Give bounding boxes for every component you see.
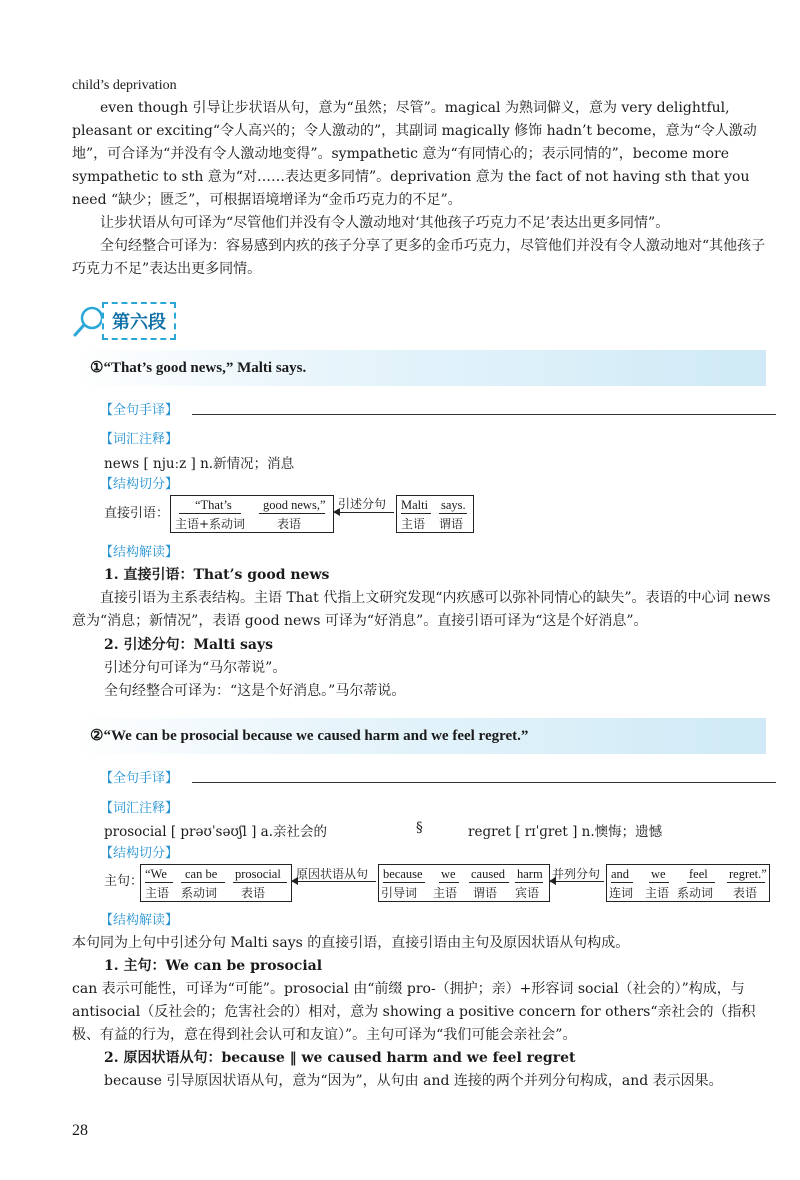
arrow-label: 并列分句: [552, 867, 601, 881]
vocab-label: 【词汇注释】: [100, 801, 179, 816]
box-word: says.: [441, 498, 466, 512]
box-role: 引导词: [381, 886, 418, 900]
vocab-entry: prosocial [ prəʊˈsəʊʃl ] a.亲社会的: [104, 824, 328, 840]
translation-blank-line: [192, 782, 776, 783]
structure-box: [170, 495, 334, 533]
analysis-text: because 引导原因状语从句，意为“因为”，从句由 and 连接的两个并列分句构成，and 表示因果。: [104, 1073, 723, 1089]
box-role: 主语: [145, 886, 170, 900]
box-role: 表语: [241, 886, 266, 900]
structure-label: 【结构切分】: [100, 477, 179, 492]
sentence-banner: [72, 718, 766, 754]
analysis-head: 2. 引述分句：Malti says: [104, 637, 274, 653]
main-clause-label: 主句：: [104, 874, 144, 889]
word-underline: [259, 513, 325, 514]
analysis-head: 1. 主句：We can be prosocial: [104, 958, 323, 974]
box-role: 系动词: [677, 886, 714, 900]
full-translation: 全句经整合可译为：“这是个好消息。”马尔蒂说。: [104, 683, 406, 699]
arrow-label: 原因状语从句: [296, 867, 369, 881]
full-translation: 全句经整合可译为：容易感到内疚的孩子分享了更多的金币巧克力，尽管他们并没有令人激动地对“其他孩子巧克力不足”表达出更多同情。: [72, 238, 766, 277]
analysis-text: 引述分句可译为“马尔蒂说”。: [104, 660, 287, 676]
box-role: 主语: [433, 886, 458, 900]
sentence-text: ①“That’s good news,” Malti says.: [90, 360, 307, 376]
word-underline: [179, 513, 241, 514]
box-word: caused: [471, 867, 506, 881]
analysis-head: 2. 原因状语从句：because ‖ we caused harm and we feel regret: [104, 1050, 576, 1066]
page-number: 28: [72, 1122, 88, 1139]
box-role: 主语+系动词: [175, 517, 246, 531]
box-word: good news,”: [263, 498, 326, 512]
word-underline: [727, 882, 765, 883]
translate-label: 【全句手译】: [100, 403, 179, 418]
arrow: [334, 512, 394, 513]
box-role: 连词: [609, 886, 634, 900]
clause-translation: 让步状语从句可译为“尽管他们并没有令人激动地对‘其他孩子巧克力不足’表达出更多同情”。: [100, 215, 670, 231]
translation-blank-line: [192, 414, 776, 415]
word-underline: [439, 513, 467, 514]
vocab-separator: §: [416, 820, 423, 836]
section-title: 第六段: [102, 302, 176, 340]
structure-label: 【结构切分】: [100, 846, 179, 861]
word-underline: [145, 882, 173, 883]
vocab-entry: regret [ rɪˈɡret ] n.懊悔；遗憾: [468, 824, 663, 840]
box-word: “That’s: [195, 498, 232, 512]
explanation-paragraph: even though 引导让步状语从句，意为“虽然；尽管”。magical 为熟词僻义，意为 very delightful, pleasant or exciting“令人高兴的；令人激动的”，其副词 magically 修饰 hadn’t become，意为“令人激动地”，可合译为“并没有令人激动地变得”。sympathetic 意为“有同情心的；表示同情的”，become more sympathetic to sth 意为“对……表达更多同情”。deprivation 意为 the fact of not having sth that you need “缺少；匮乏”，可根据语境增译为“金币巧克力的不足”。: [72, 100, 757, 208]
translate-label: 【全句手译】: [100, 771, 179, 786]
analysis-intro: 本句同为上句中引述分句 Malti says 的直接引语，直接引语由主句及原因状语从句构成。: [72, 935, 630, 951]
analysis-text: can 表示可能性，可译为“可能”。prosocial 由“前缀 pro-（拥护；亲）+形容词 social（社会的）”构成，与 antisocial（反社会的；危害社会的）相对，意为 showing a positive concern for others“亲社会的（指积极、有益的行为，意在得到社会认可和友谊）”。主句可译为“我们可能会亲社会”。: [72, 981, 756, 1043]
word-underline: [649, 882, 669, 883]
word-underline: [515, 882, 543, 883]
box-word: we: [651, 867, 666, 881]
word-underline: [439, 882, 459, 883]
word-underline: [181, 882, 225, 883]
box-word: feel: [689, 867, 708, 881]
box-word: regret.”: [729, 867, 767, 881]
structure-box: [378, 864, 550, 902]
analysis-label: 【结构解读】: [100, 913, 179, 928]
box-word: and: [611, 867, 630, 881]
continued-heading: child’s deprivation: [72, 78, 177, 93]
word-underline: [687, 882, 715, 883]
word-underline: [383, 882, 425, 883]
box-word: because: [383, 867, 423, 881]
direct-speech-label: 直接引语：: [104, 506, 170, 521]
structure-box: [140, 864, 292, 902]
sentence-text: ②“We can be prosocial because we caused harm and we feel regret.”: [90, 728, 529, 744]
word-underline: [611, 882, 633, 883]
vocab-label: 【词汇注释】: [100, 432, 179, 447]
structure-box: [606, 864, 770, 902]
sentence-banner: [72, 350, 766, 386]
box-word: we: [441, 867, 456, 881]
section-heading: [72, 300, 332, 340]
box-role: 宾语: [515, 886, 540, 900]
box-role: 谓语: [473, 886, 498, 900]
box-word: prosocial: [235, 867, 281, 881]
word-underline: [233, 882, 287, 883]
word-underline: [401, 513, 431, 514]
box-role: 表语: [277, 517, 302, 531]
box-word: Malti: [401, 498, 429, 512]
analysis-text: 直接引语为主系表结构。主语 That 代指上文研究发现“内疚感可以弥补同情心的缺失”。表语的中心词 news 意为“消息；新情况”，表语 good news 可译为“好消息”。直接引语可译为“这是个好消息”。: [72, 590, 771, 629]
box-role: 系动词: [181, 886, 218, 900]
structure-box: [396, 495, 474, 533]
analysis-label: 【结构解读】: [100, 545, 179, 560]
box-word: can be: [185, 867, 218, 881]
analysis-head: 1. 直接引语：That’s good news: [104, 567, 330, 583]
box-role: 谓语: [439, 517, 464, 531]
box-word: “We: [145, 867, 167, 881]
word-underline: [469, 882, 509, 883]
box-word: harm: [517, 867, 543, 881]
box-role: 表语: [733, 886, 758, 900]
arrow-label: 引述分句: [338, 497, 387, 511]
vocab-entry: news [ njuːz ] n.新情况；消息: [104, 456, 295, 472]
box-role: 主语: [401, 517, 426, 531]
box-role: 主语: [645, 886, 670, 900]
